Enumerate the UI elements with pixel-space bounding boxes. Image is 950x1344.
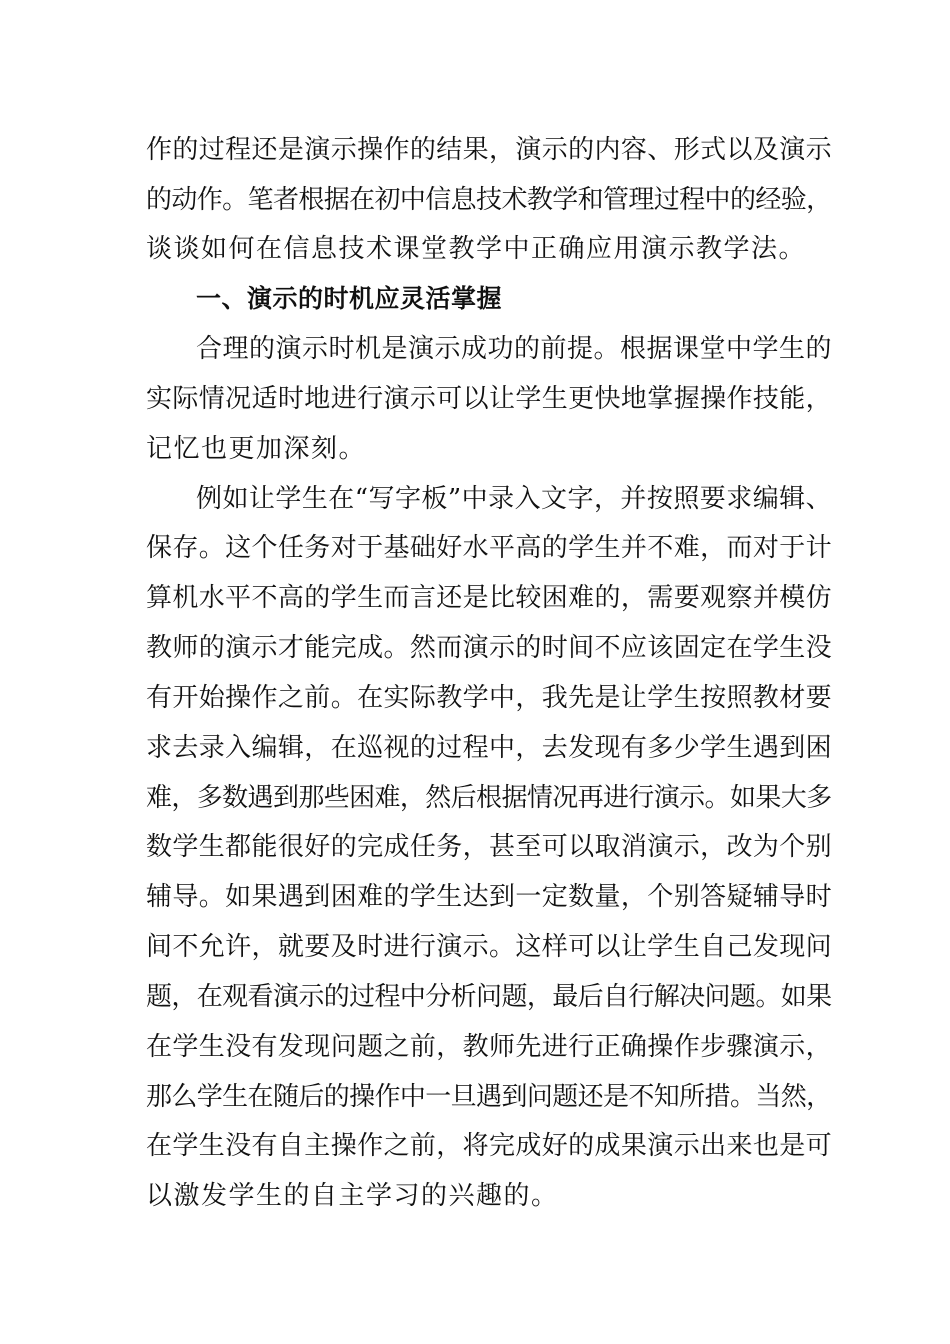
paragraph-line: 谈谈如何在信息技术课堂教学中正确应用演示教学法。 (146, 234, 807, 264)
paragraph-line: 间不允许，就要及时进行演示。这样可以让学生自己发现问 (146, 932, 833, 962)
paragraph-line: 以激发学生的自主学习的兴趣的。 (146, 1181, 559, 1211)
paragraph-line: 实际情况适时地进行演示可以让学生更快地掌握操作技能， (146, 384, 833, 414)
paragraph-line: 辅导。如果遇到困难的学生达到一定数量，个别答疑辅导时 (146, 882, 833, 912)
paragraph-line: 在学生没有发现问题之前，教师先进行正确操作步骤演示， (146, 1032, 833, 1062)
paragraph-line: 记忆也更加深刻。 (146, 434, 367, 464)
paragraph-line: 数学生都能很好的完成任务，甚至可以取消演示，改为个别 (146, 832, 833, 862)
paragraph-line: 保存。这个任务对于基础好水平高的学生并不难，而对于计 (146, 533, 833, 563)
paragraph-line: 有开始操作之前。在实际教学中，我先是让学生按照教材要 (146, 683, 833, 713)
paragraph-line: 求去录入编辑，在巡视的过程中，去发现有多少学生遇到困 (146, 733, 833, 763)
section-heading: 一、演示的时机应灵活掌握 (196, 284, 503, 313)
paragraph-line: 教师的演示才能完成。然而演示的时间不应该固定在学生没 (146, 633, 833, 663)
paragraph-line: 合理的演示时机是演示成功的前提。根据课堂中学生的 (196, 334, 833, 364)
paragraph-line: 题，在观看演示的过程中分析问题，最后自行解决问题。如果 (146, 982, 832, 1012)
paragraph-line: 算机水平不高的学生而言还是比较困难的，需要观察并模仿 (146, 583, 833, 613)
paragraph-line: 的动作。笔者根据在初中信息技术教学和管理过程中的经验， (146, 185, 832, 215)
paragraph-line: 作的过程还是演示操作的结果，演示的内容、形式以及演示 (146, 135, 833, 165)
paragraph-line: 在学生没有自主操作之前，将完成好的成果演示出来也是可 (146, 1131, 833, 1161)
paragraph-line: 那么学生在随后的操作中一旦遇到问题还是不知所措。当然， (146, 1082, 832, 1112)
paragraph-line: 难，多数遇到那些困难，然后根据情况再进行演示。如果大多 (146, 783, 832, 813)
paragraph-line: 例如让学生在“写字板”中录入文字，并按照要求编辑、 (196, 484, 833, 514)
